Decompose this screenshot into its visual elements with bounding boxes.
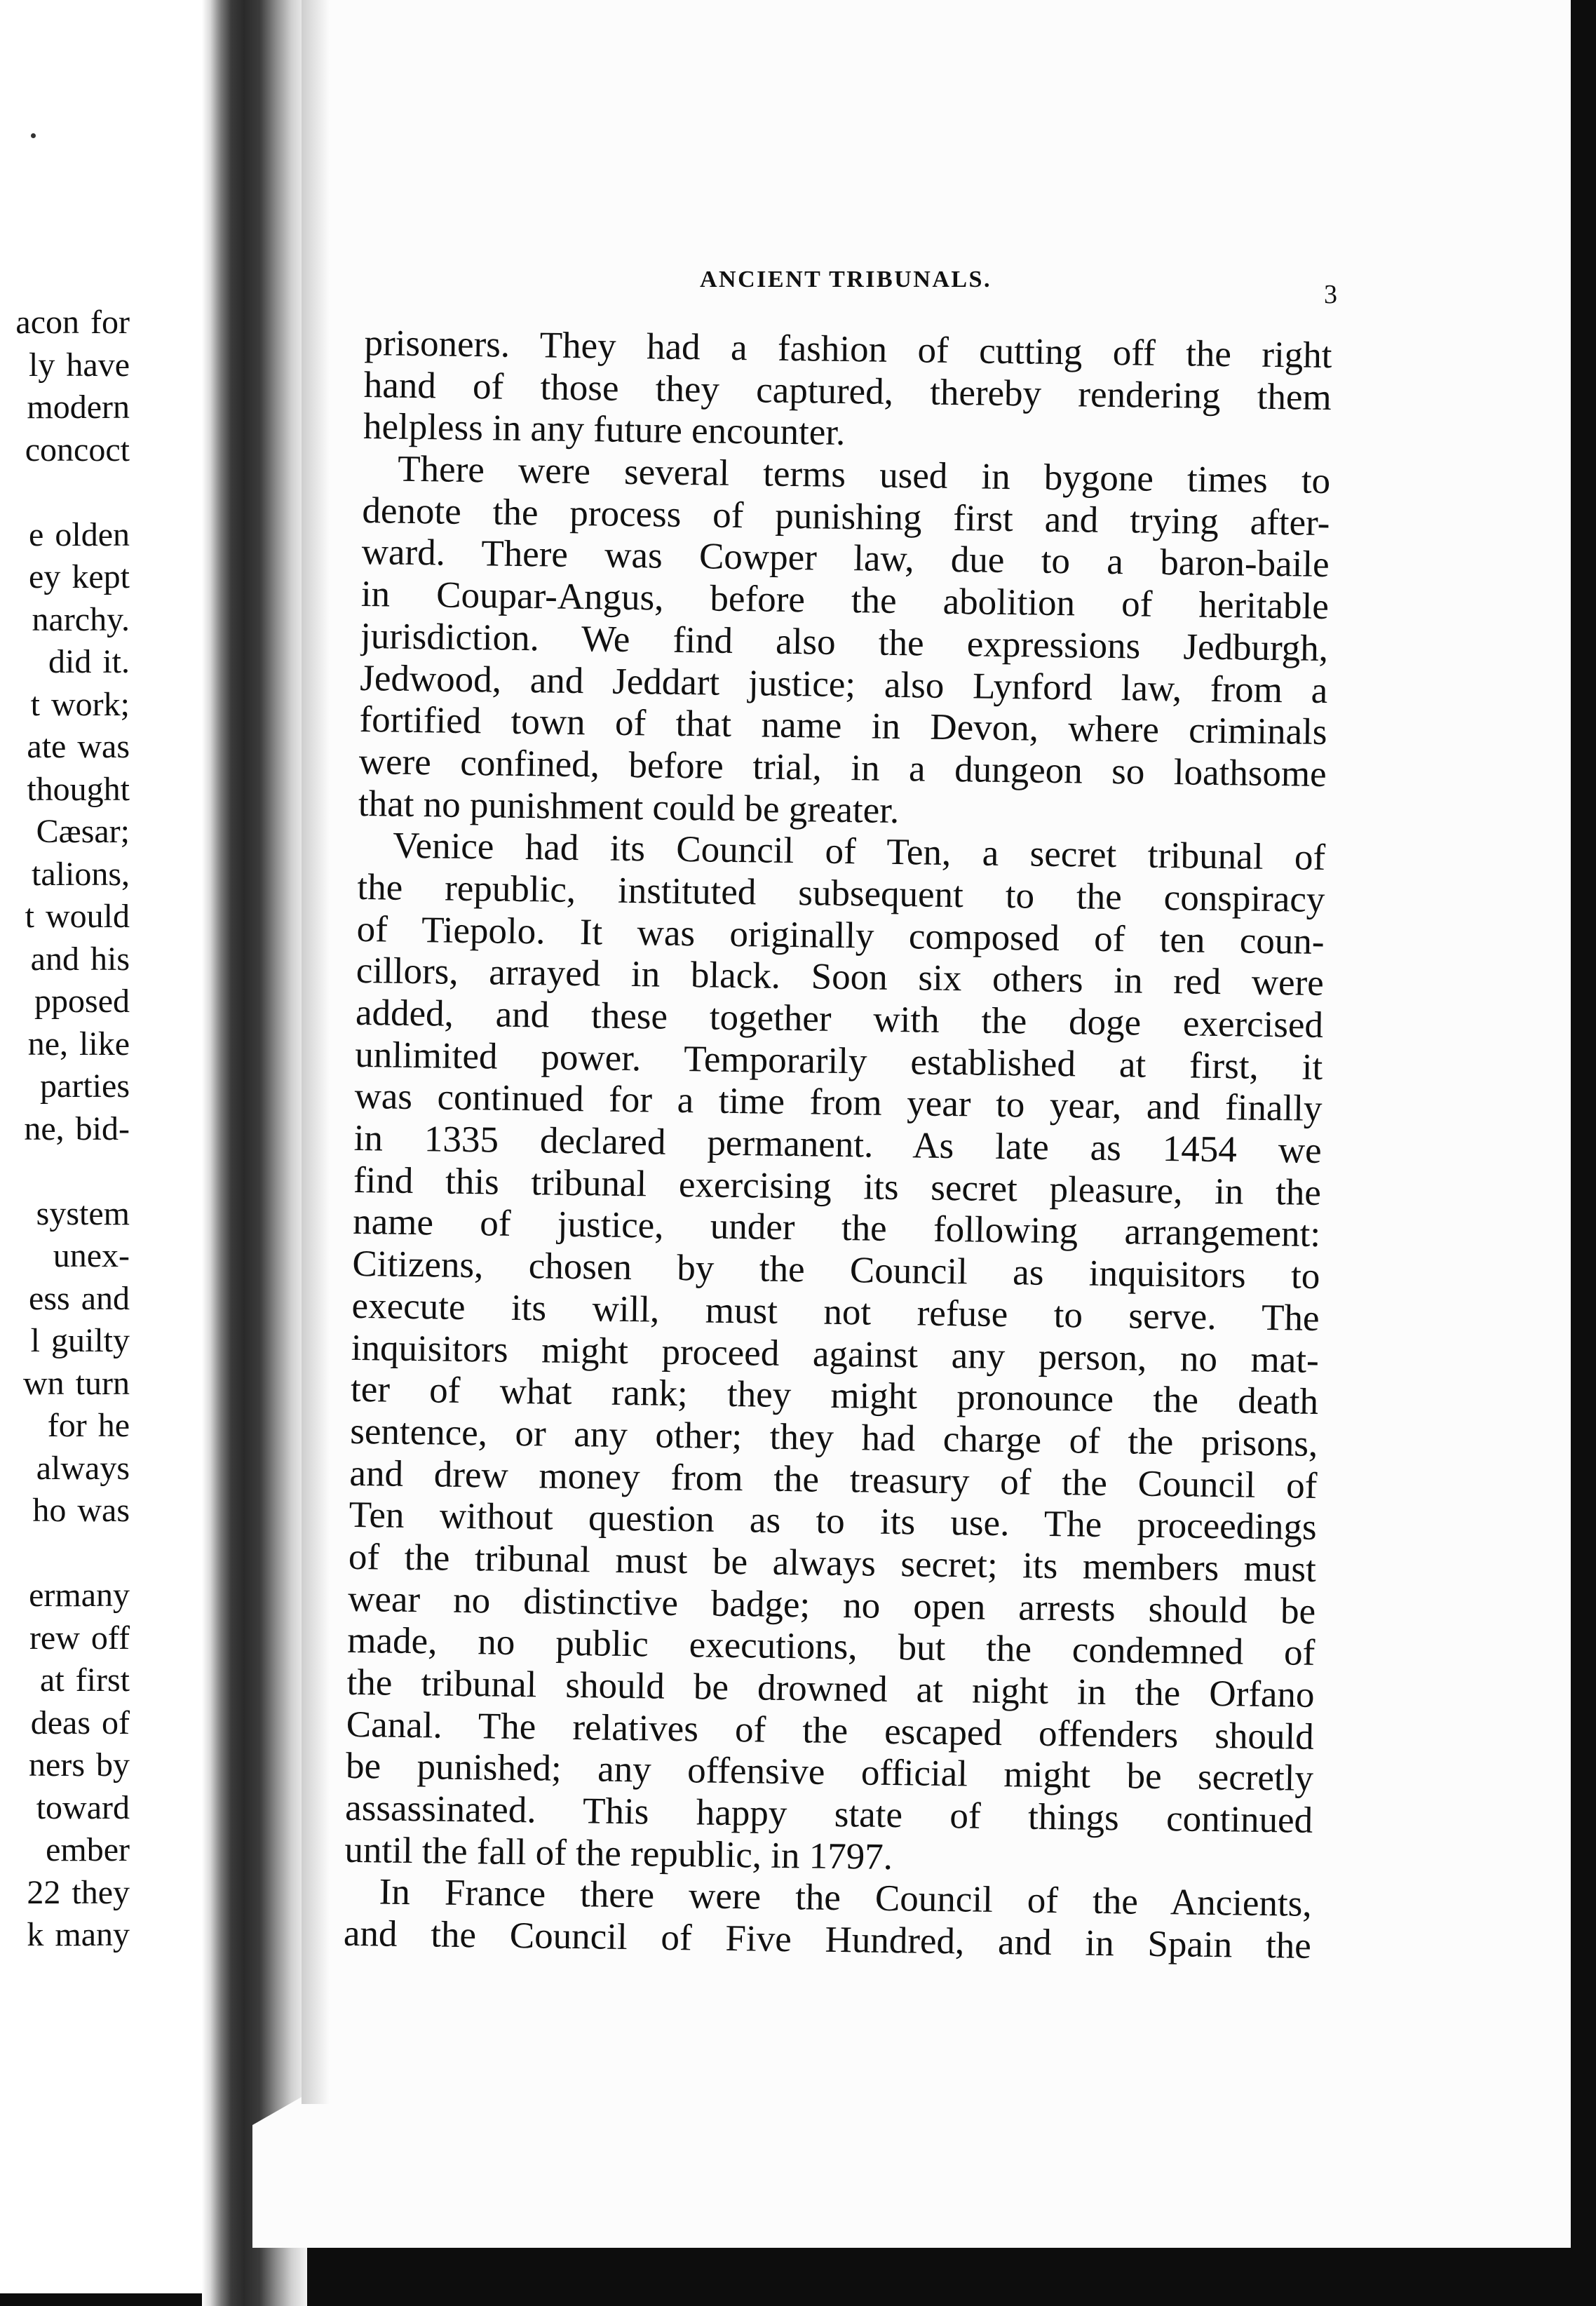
running-head: ANCIENT TRIBUNALS. — [700, 267, 992, 292]
body-text — [344, 323, 1332, 1968]
text-line: the republic, instituted subsequent to the conspiracy — [357, 866, 1325, 920]
text-line: of Tiepolo. It was originally composed of ten coun- — [356, 908, 1325, 962]
text-line: in Coupar-Angus, before the abolition of heritable — [360, 574, 1330, 628]
left-line: ate was — [27, 728, 130, 765]
previous-page — [0, 0, 231, 2293]
left-line: pposed — [34, 983, 130, 1020]
previous-page-text — [0, 302, 130, 1957]
text-line: helpless in any future encounter. — [363, 406, 846, 454]
text-line: and drew money from the treasury of the Council of — [349, 1452, 1318, 1506]
text-line: There were several terms used in bygone times to — [397, 448, 1331, 502]
left-line: ey kept — [29, 558, 130, 595]
left-line — [0, 1532, 130, 1575]
text-line: Ten without question as to its use. The proceedings — [349, 1495, 1318, 1549]
left-line: thought — [27, 770, 130, 808]
left-line: ho was — [32, 1492, 130, 1529]
text-line: Jedwood, and Jeddart justice; also Lynford law, from a — [359, 657, 1328, 711]
left-line: k many — [27, 1916, 130, 1953]
text-line: jurisdiction. We find also the expressions Jedburgh, — [360, 615, 1329, 669]
text-line: were confined, before trial, in a dungeon so loathsome — [358, 741, 1327, 795]
text-line: made, no public executions, but the condemned of — [347, 1620, 1316, 1674]
left-line: ember — [46, 1831, 130, 1868]
left-line: Cæsar; — [36, 813, 130, 850]
text-line: was continued for a time from year to year, and finally — [354, 1076, 1323, 1130]
left-line: narchy. — [32, 600, 130, 638]
left-line: parties — [40, 1067, 130, 1105]
text-line: that no punishment could be greater. — [358, 783, 900, 831]
left-line: rew off — [29, 1619, 130, 1657]
text-line: and the Council of Five Hundred, and in Spain the — [343, 1913, 1312, 1967]
left-line: unex- — [53, 1237, 130, 1274]
left-line: did it. — [48, 643, 130, 680]
left-line — [0, 471, 130, 514]
left-line: acon for — [15, 304, 130, 341]
left-line: ne, like — [27, 1025, 130, 1063]
left-line: e olden — [29, 515, 130, 553]
page-curl-shadow — [302, 0, 330, 2104]
left-line: talions, — [32, 855, 130, 893]
left-line: 22 they — [27, 1873, 130, 1911]
left-line: ne, bid- — [24, 1110, 130, 1147]
left-line: ess and — [29, 1279, 130, 1317]
left-line: toward — [36, 1788, 130, 1826]
left-line: t work; — [30, 685, 130, 723]
text-line: Venice had its Council of Ten, a secret tribunal of — [392, 825, 1326, 879]
text-line: assassinated. This happy state of things continued — [344, 1787, 1313, 1841]
text-line: inquisitors might proceed against any person, no mat- — [351, 1327, 1320, 1381]
ink-speck — [31, 133, 36, 138]
text-line: in 1335 declared permanent. As late as 1454 we — [353, 1117, 1323, 1172]
left-line: wn turn — [23, 1364, 130, 1402]
text-line: denote the process of punishing first and trying after- — [362, 490, 1330, 544]
book-gutter — [202, 0, 307, 2306]
left-line: l guilty — [30, 1322, 130, 1359]
text-line: ter of what rank; they might pronounce the death — [350, 1369, 1319, 1423]
text-line: execute its will, must not refuse to serve. The — [351, 1285, 1320, 1339]
text-line: ward. There was Cowper law, due to a baron-baile — [361, 532, 1330, 586]
text-line: fortified town of that name in Devon, where criminals — [359, 699, 1327, 753]
text-line: of the tribunal must be always secret; its members must — [348, 1536, 1317, 1590]
text-line: be punished; any offensive official might be secretly — [345, 1746, 1314, 1800]
page-number: 3 — [1324, 280, 1337, 309]
left-line: always — [36, 1449, 130, 1487]
left-line: deas of — [30, 1704, 130, 1741]
left-line: ermany — [29, 1577, 130, 1614]
text-line: prisoners. They had a fashion of cutting off the right — [364, 323, 1332, 377]
text-line: added, and these together with the doge exercised — [355, 992, 1324, 1046]
text-line: In France there were the Council of the Ancients, — [379, 1871, 1312, 1925]
text-line: wear no distinctive badge; no open arrests should be — [347, 1578, 1316, 1632]
text-line: find this tribunal exercising its secret pleasure, in the — [353, 1159, 1322, 1213]
left-line: system — [36, 1194, 130, 1232]
left-line: at first — [40, 1661, 130, 1699]
left-line: and his — [30, 940, 130, 978]
left-line — [0, 1150, 130, 1193]
text-line: until the fall of the republic, in 1797. — [344, 1829, 893, 1877]
text-line: unlimited power. Temporarily established at first, it — [354, 1034, 1323, 1088]
text-line: name of justice, under the following arrangement: — [352, 1201, 1321, 1255]
text-line: Canal. The relatives of the escaped offenders should — [346, 1704, 1315, 1758]
text-line: Citizens, chosen by the Council as inquisitors to — [352, 1243, 1320, 1297]
left-line: for he — [47, 1407, 130, 1444]
left-line: modern — [27, 389, 130, 426]
left-line: ners by — [29, 1746, 130, 1784]
text-line: hand of those they captured, thereby rendering them — [363, 364, 1332, 418]
text-line: cillors, arrayed in black. Soon six others in red were — [356, 950, 1325, 1004]
text-line: sentence, or any other; they had charge of the prisons, — [349, 1410, 1318, 1464]
left-line: ly have — [29, 346, 130, 384]
left-line: concoct — [25, 431, 130, 468]
left-line: t would — [25, 898, 130, 935]
text-line: the tribunal should be drowned at night in the Orfano — [346, 1661, 1315, 1715]
